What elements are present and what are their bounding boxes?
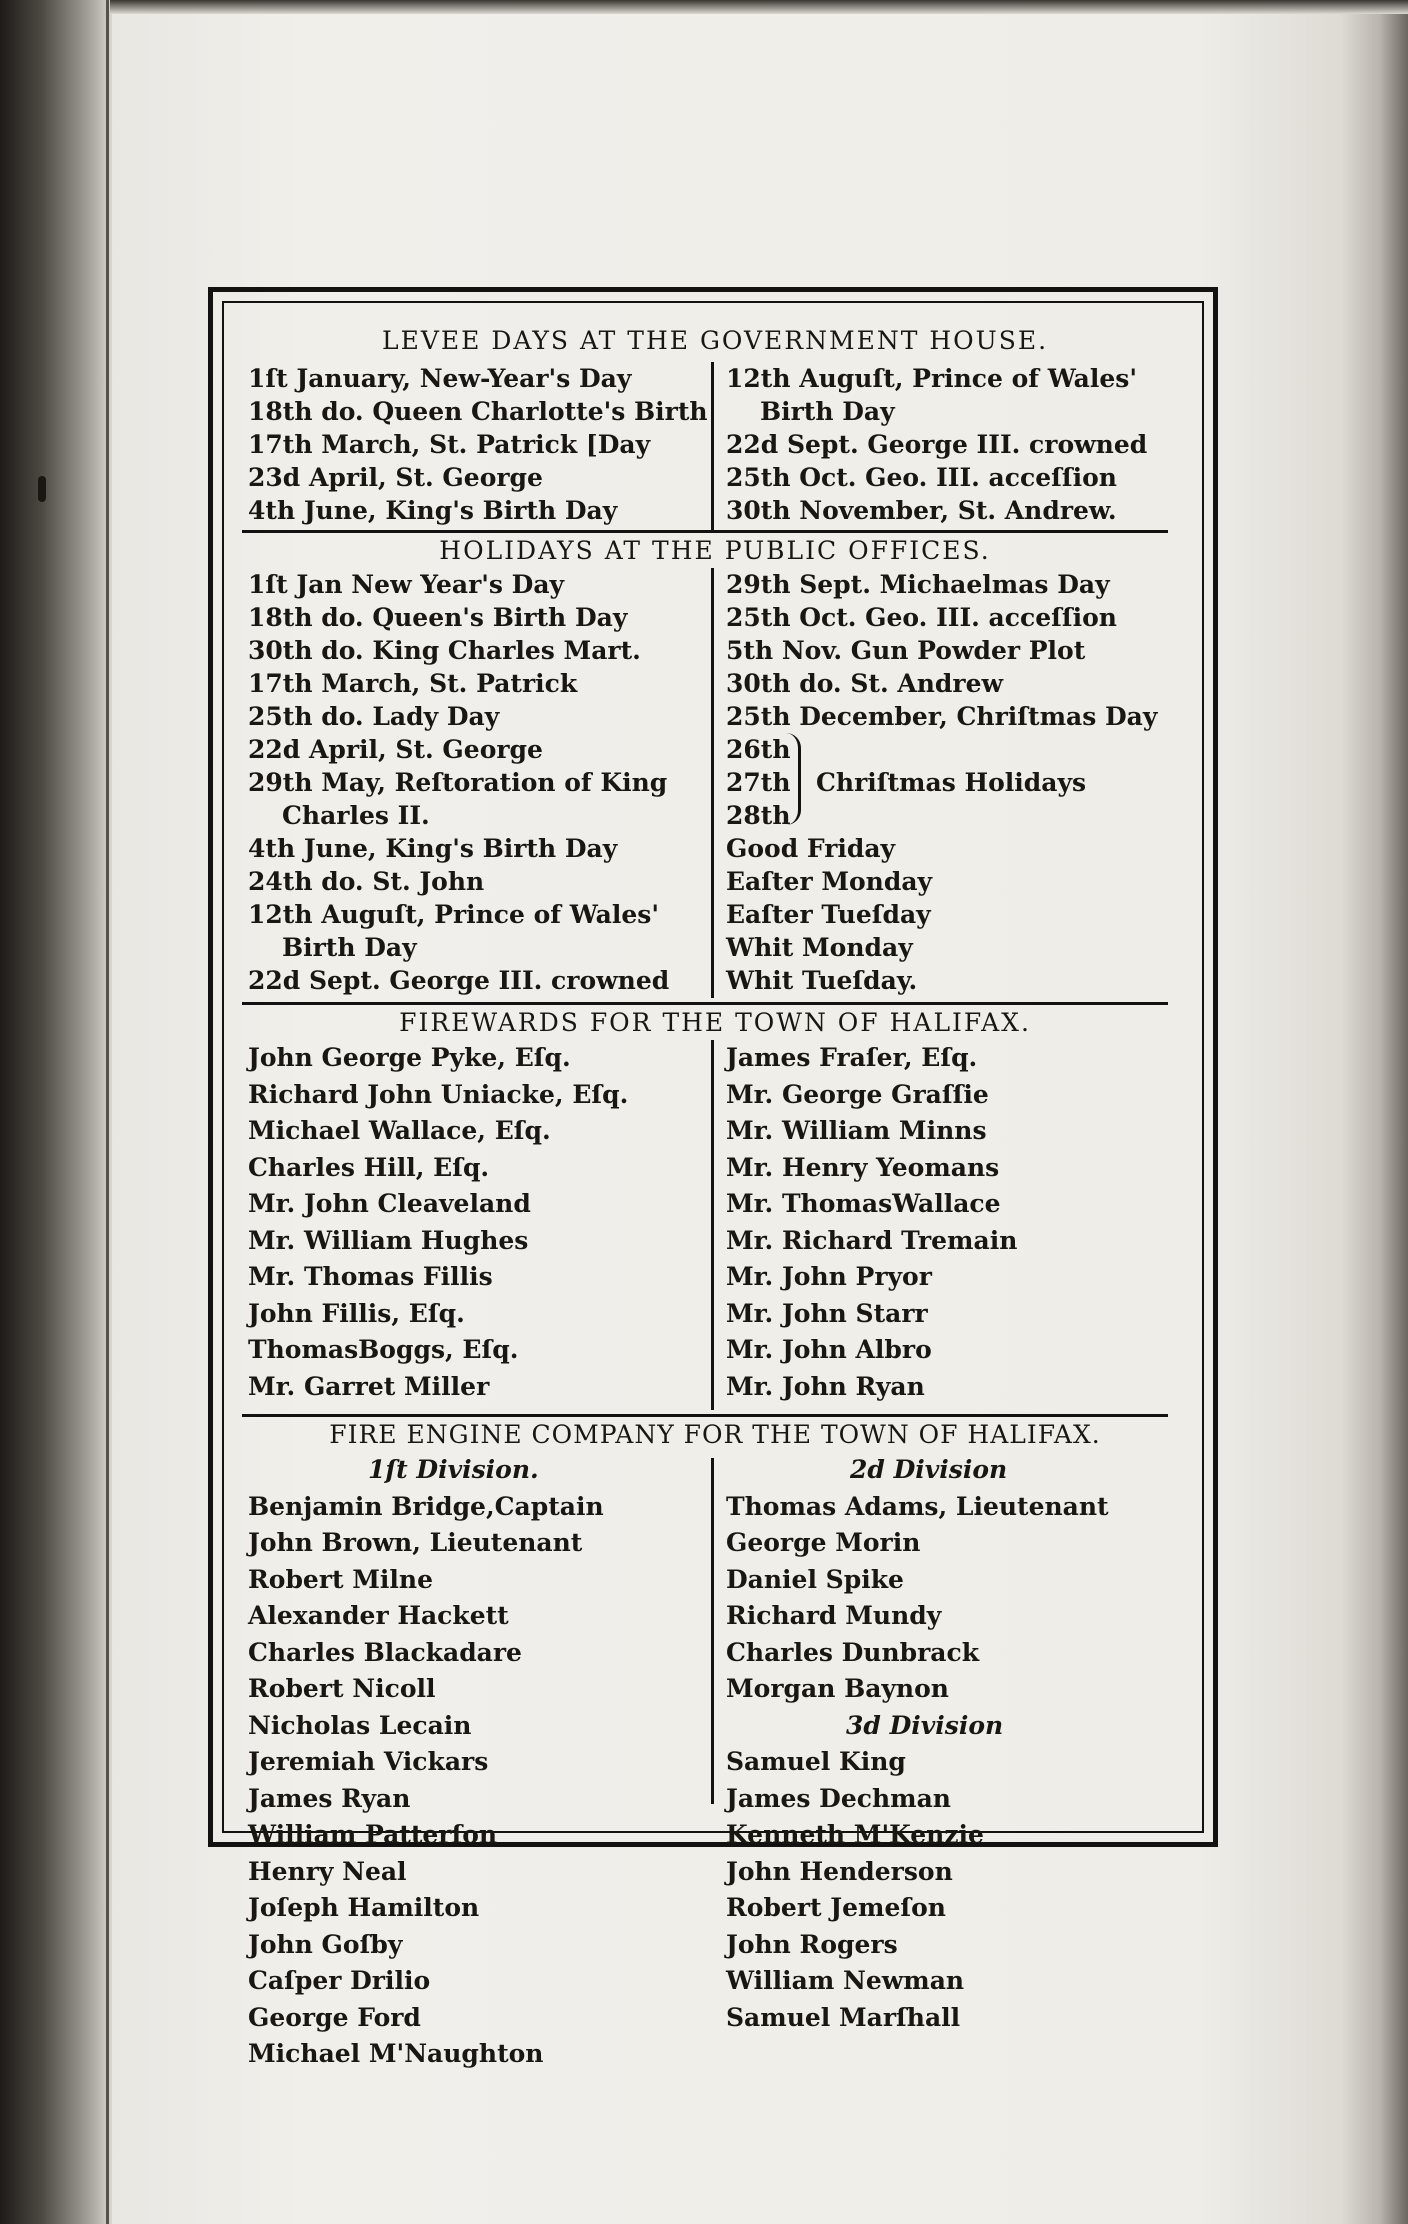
levee-entry: Birth Day (760, 397, 895, 426)
levee-entry: 18th do. Queen Charlotte's Birth (248, 397, 708, 426)
section-rule (242, 1414, 1168, 1417)
company-member: Robert Nicoll (248, 1674, 436, 1703)
holiday-entry: 5th Nov. Gun Powder Plot (726, 636, 1086, 665)
firewards-right-column (726, 1040, 1186, 1405)
fireward-name: Mr. ThomasWallace (726, 1189, 1001, 1218)
company-member: Samuel King (726, 1747, 906, 1776)
firewards-heading: FIREWARDS FOR THE TOWN OF HALIFAX. (399, 1008, 1031, 1037)
gutter-fold-line (106, 0, 109, 2224)
division-1-title: 1ſt Division. (368, 1455, 539, 1484)
holiday-entry: 25th Oct. Geo. III. acceſſion (726, 603, 1117, 632)
fire-engine-heading: FIRE ENGINE COMPANY FOR THE TOWN OF HALIFAX. (329, 1420, 1101, 1449)
fireward-name: Charles Hill, Eſq. (248, 1152, 490, 1182)
holiday-entry: 1ſt Jan New Year's Day (248, 570, 565, 599)
fireward-name: Michael Wallace, Eſq. (248, 1116, 551, 1145)
fireward-name: Mr. John Pryor (726, 1262, 932, 1291)
holiday-entry: 17th March, St. Patrick (248, 669, 578, 698)
fireward-name: Mr. John Ryan (726, 1371, 925, 1401)
company-member: Daniel Spike (726, 1564, 904, 1594)
section-rule (242, 530, 1168, 533)
levee-entry: 17th March, St. Patrick [Day (248, 430, 651, 459)
levee-heading: LEVEE DAYS AT THE GOVERNMENT HOUSE. (381, 326, 1049, 355)
company-member: John Goſby (248, 1929, 403, 1959)
company-member: Jeremiah Vickars (248, 1747, 489, 1776)
holiday-entry: Whit Monday (726, 933, 913, 962)
holiday-entry: 25th December, Chriſtmas Day (726, 702, 1158, 731)
company-member: Michael M'Naughton (248, 2039, 544, 2068)
brace-day: 27th (726, 768, 791, 797)
fireward-name: Mr. William Minns (726, 1116, 987, 1145)
company-member: Morgan Baynon (726, 1674, 949, 1703)
holidays-left-column (248, 568, 703, 997)
fireward-name: Mr. John Starr (726, 1298, 928, 1328)
levee-entry: 12th Auguſt, Prince of Wales' (726, 364, 1137, 393)
fireward-name: Mr. Henry Yeomans (726, 1152, 1000, 1182)
curly-brace-icon (786, 733, 801, 825)
holiday-entry: 22d April, St. George (248, 735, 543, 764)
holiday-entry: 25th do. Lady Day (248, 702, 500, 731)
fireward-name: Mr. John Albro (726, 1335, 932, 1364)
company-member: James Ryan (248, 1783, 411, 1813)
fireward-name: Mr. John Cleaveland (248, 1189, 531, 1218)
company-member: Robert Jemeſon (726, 1893, 946, 1922)
holiday-entry: 30th do. King Charles Mart. (248, 636, 641, 665)
brace-label: Chriſtmas Holidays (816, 768, 1087, 797)
company-member: John Henderson (726, 1856, 953, 1886)
christmas-holidays-group (726, 733, 1186, 832)
company-member: William Patterſon (248, 1820, 498, 1849)
fireward-name: John Fillis, Eſq. (248, 1298, 465, 1328)
holidays-column-divider (711, 568, 714, 998)
holiday-entry: Birth Day (282, 933, 417, 962)
holiday-entry: 18th do. Queen's Birth Day (248, 603, 628, 632)
page-top-edge (110, 0, 1408, 14)
company-member: Thomas Adams, Lieutenant (726, 1491, 1109, 1521)
holiday-entry: 24th do. St. John (248, 867, 485, 896)
fire-engine-left-column (248, 1452, 703, 2073)
holiday-entry: Eaſter Tueſday (726, 900, 931, 929)
levee-entry: 23d April, St. George (248, 463, 543, 492)
company-member: Samuel Marſhall (726, 2002, 961, 2032)
division-3-title: 3d Division (846, 1710, 1004, 1740)
company-member: Joſeph Hamilton (248, 1893, 480, 1922)
brace-day: 26th (726, 735, 791, 764)
fireward-name: ThomasBoggs, Eſq. (248, 1335, 519, 1364)
holiday-entry: 22d Sept. George III. crowned (248, 966, 670, 995)
fire-engine-right-column (726, 1452, 1186, 2036)
fireward-name: Mr. William Hughes (248, 1225, 529, 1255)
company-member: Richard Mundy (726, 1601, 942, 1630)
fireward-name: Mr. Richard Tremain (726, 1225, 1018, 1255)
firewards-column-divider (711, 1040, 714, 1410)
levee-column-divider (711, 362, 714, 532)
holiday-entry: Eaſter Monday (726, 867, 933, 896)
levee-entry: 22d Sept. George III. crowned (726, 430, 1148, 459)
fireward-name: John George Pyke, Eſq. (248, 1043, 571, 1072)
company-member: John Rogers (726, 1929, 898, 1959)
fireward-name: James Fraſer, Eſq. (726, 1043, 978, 1072)
holiday-entry: 30th do. St. Andrew (726, 669, 1004, 698)
firewards-left-column (248, 1040, 703, 1405)
book-gutter (0, 0, 112, 2224)
levee-right-column (726, 362, 1186, 527)
holiday-entry: 12th Auguſt, Prince of Wales' (248, 900, 659, 929)
company-member: Nicholas Lecain (248, 1710, 472, 1740)
holiday-entry: Good Friday (726, 834, 896, 863)
company-member: George Morin (726, 1528, 921, 1557)
company-member: Charles Dunbrack (726, 1637, 980, 1667)
holiday-entry: 4th June, King's Birth Day (248, 834, 618, 863)
holiday-entry: Whit Tueſday. (726, 966, 918, 995)
company-member: James Dechman (726, 1783, 951, 1813)
brace-day: 28th (726, 801, 791, 830)
holiday-entry: 29th Sept. Michaelmas Day (726, 570, 1110, 599)
company-member: William Newman (726, 1966, 965, 1995)
company-member: Charles Blackadare (248, 1637, 522, 1667)
fireward-name: Mr. Garret Miller (248, 1371, 490, 1401)
company-member: Henry Neal (248, 1856, 407, 1886)
levee-left-column (248, 362, 708, 527)
company-member: Caſper Drilio (248, 1966, 431, 1995)
company-member: Kenneth M'Kenzie (726, 1820, 984, 1849)
holidays-heading: HOLIDAYS AT THE PUBLIC OFFICES. (439, 536, 991, 565)
holidays-right-column (726, 568, 1186, 997)
levee-entry: 1ſt January, New-Year's Day (248, 364, 632, 393)
company-member: Alexander Hackett (248, 1601, 509, 1630)
levee-entry: 25th Oct. Geo. III. acceſſion (726, 463, 1117, 492)
ink-blot (38, 476, 46, 502)
company-member: John Brown, Lieutenant (248, 1528, 583, 1557)
company-member: Benjamin Bridge,Captain (248, 1491, 604, 1521)
fireward-name: Richard John Uniacke, Eſq. (248, 1079, 629, 1109)
section-rule (242, 1002, 1168, 1005)
holiday-entry: Charles II. (282, 801, 430, 830)
almanac-table (240, 318, 1190, 2068)
holiday-entry: 29th May, Reſtoration of King (248, 768, 668, 797)
levee-entry: 30th November, St. Andrew. (726, 496, 1117, 525)
fireward-name: Mr. George Graſſie (726, 1079, 989, 1109)
division-2-title: 2d Division (850, 1455, 1008, 1484)
company-member: George Ford (248, 2002, 421, 2032)
fireward-name: Mr. Thomas Fillis (248, 1262, 493, 1291)
fire-engine-column-divider (711, 1458, 714, 1804)
levee-entry: 4th June, King's Birth Day (248, 496, 618, 525)
company-member: Robert Milne (248, 1564, 434, 1594)
